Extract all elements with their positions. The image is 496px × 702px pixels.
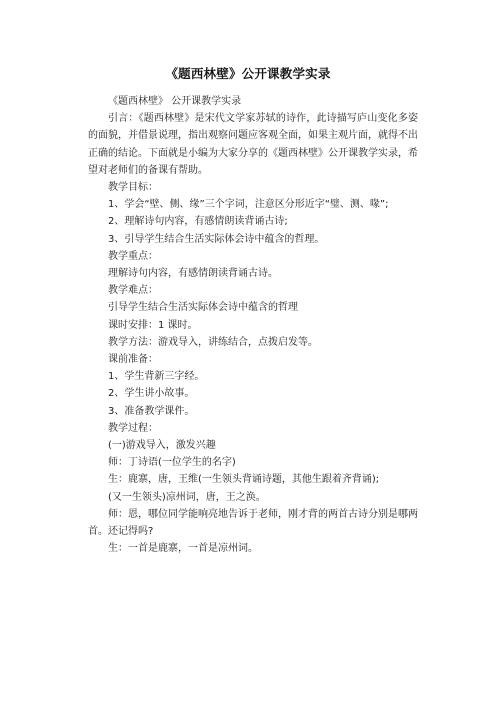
- document-title: 《题西林壁》公开课教学实录: [165, 66, 331, 81]
- paragraph-key-point: 理解诗句内容，有感情朗读背诵古诗。: [108, 268, 278, 280]
- paragraph-methods: 教学方法：游戏导入，讲练结合，点拨启发等。: [108, 336, 318, 348]
- paragraph-goal-2: 2、理解诗句内容，有感情朗读背诵古诗;: [108, 216, 288, 228]
- heading-difficulties: 教学难点：: [108, 285, 158, 297]
- paragraph-dialogue-1: 师：丁诗语(一位学生的名字): [108, 457, 236, 469]
- paragraph-goal-3: 3、引导学生结合生活实际体会诗中蕴含的哲理。: [108, 233, 325, 245]
- paragraph-prep-1: 1、学生背新三字经。: [108, 371, 205, 383]
- heading-teaching-goals: 教学目标：: [108, 182, 158, 194]
- paragraph-dialogue-5: 生：一首是鹿寨，一首是凉州词。: [108, 543, 258, 555]
- paragraph-prep-3: 3、准备教学课件。: [108, 405, 195, 417]
- paragraph-dialogue-3: (又一生领头)凉州词，唐，王之涣。: [108, 491, 266, 503]
- paragraph-goal-1: 1、学会“壁、侧、缘”三个字词，注意区分形近字“璧、测、喙”;: [108, 199, 389, 211]
- paragraph-introduction: 引言：《题西林壁》是宋代文学家苏轼的诗作，此诗描写庐山变化多姿的面貌，并借景说理，指出观察问题应客观全面，如果主观片面，就得不出正确的结论。下面就是小编为大家分享的《题西林壁》公开课教学实录，希望对老师们的备课有帮助。: [88, 113, 418, 176]
- paragraph-dialogue-2: 生：鹿寨，唐，王维(一生领头背诵诗题，其他生跟着齐背诵);: [108, 474, 380, 486]
- paragraph-schedule: 课时安排：1 课时。: [108, 319, 198, 331]
- paragraph-difficulty: 引导学生结合生活实际体会诗中蕴含的哲理: [108, 302, 298, 314]
- paragraph-dialogue-4: 师：恩，哪位同学能响亮地告诉于老师，刚才背的两首古诗分别是哪两首。还记得吗?: [88, 508, 418, 538]
- heading-preparation: 课前准备：: [108, 354, 158, 366]
- paragraph-step-1: (一)游戏导入，激发兴趣: [108, 440, 216, 452]
- paragraph-subtitle: 《题西林壁》 公开课教学实录: [108, 96, 242, 107]
- paragraph-prep-2: 2、学生讲小故事。: [108, 388, 195, 400]
- heading-key-points: 教学重点：: [108, 250, 158, 262]
- heading-process: 教学过程：: [108, 422, 158, 434]
- document-body: [88, 93, 418, 557]
